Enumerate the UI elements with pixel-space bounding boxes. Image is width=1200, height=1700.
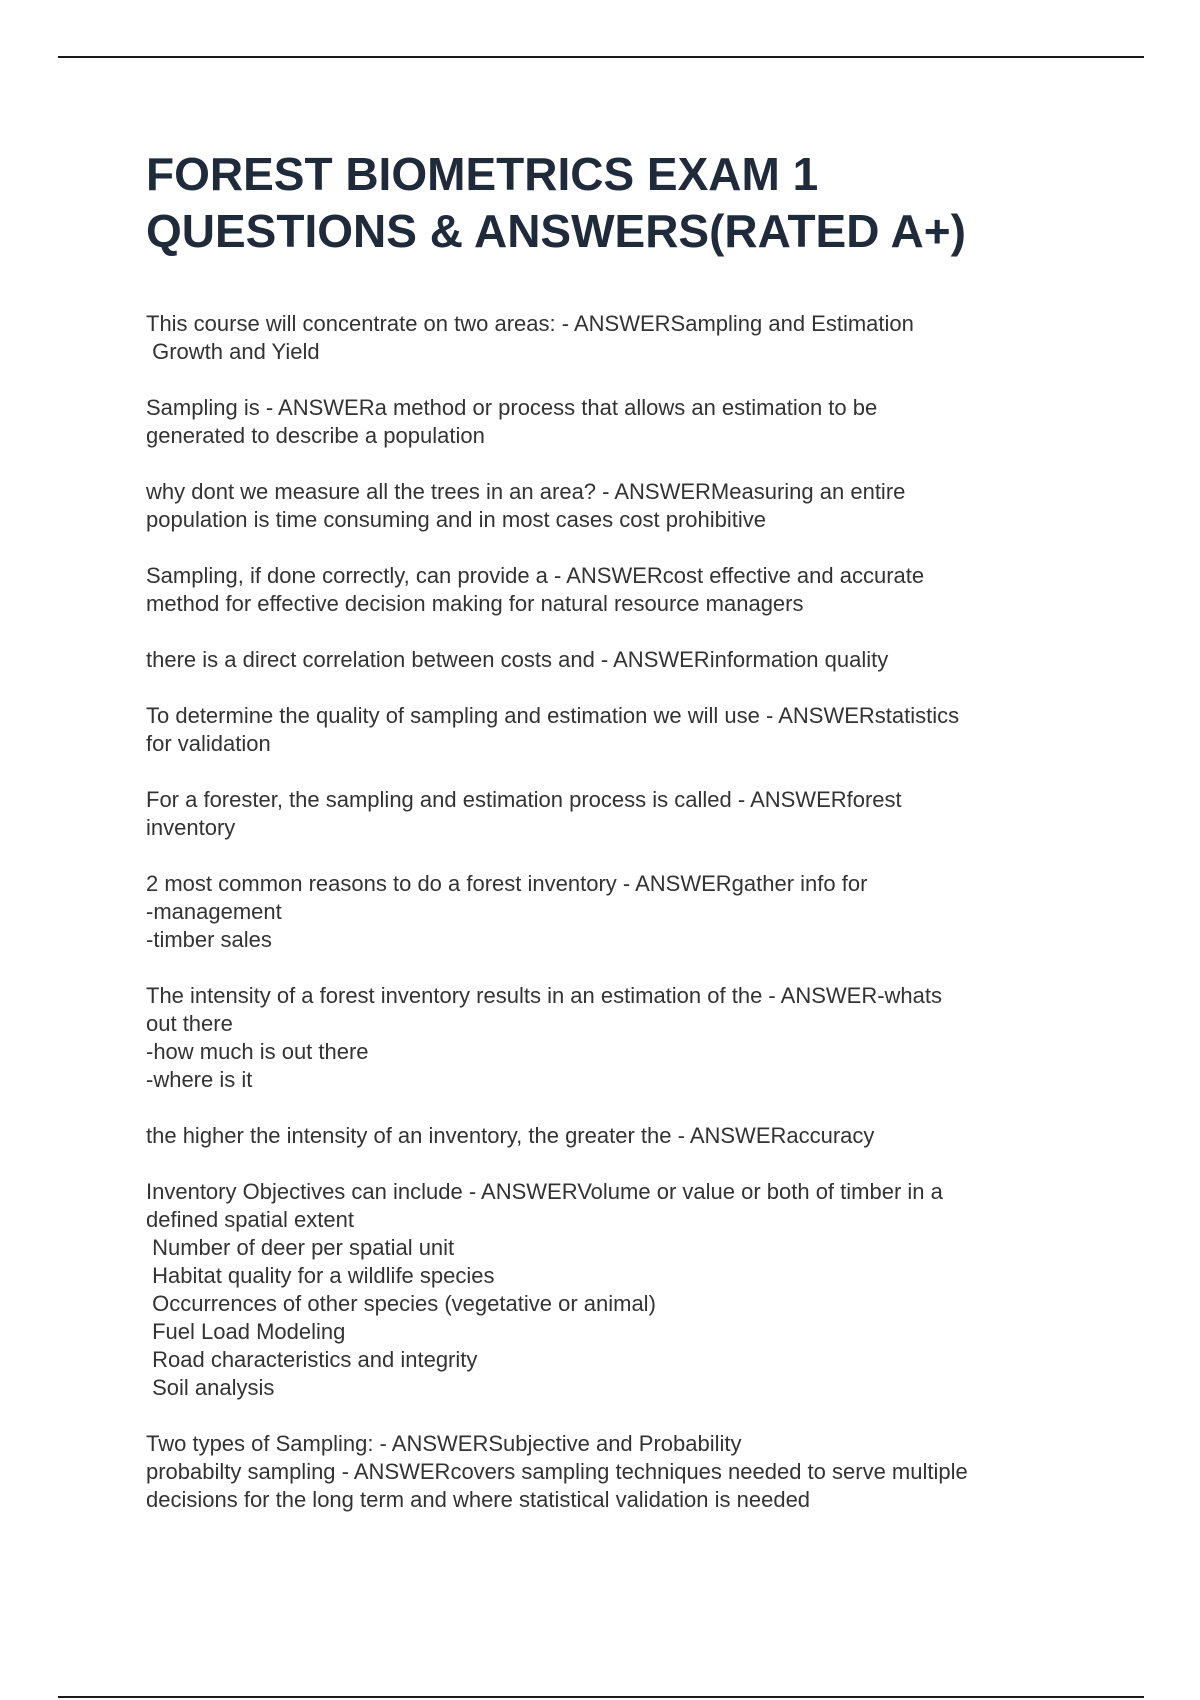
qa-line: To determine the quality of sampling and estimation we will use - ANSWERstatistics [146, 703, 960, 728]
qa-item [146, 562, 1076, 618]
qa-item [146, 646, 1076, 674]
qa-line: The intensity of a forest inventory results in an estimation of the - ANSWER-whats [146, 983, 943, 1008]
qa-line: population is time consuming and in most cases cost prohibitive [146, 507, 766, 532]
qa-line: out there [146, 1011, 233, 1036]
footer-rule [58, 1696, 1144, 1698]
qa-item [146, 702, 1076, 758]
qa-line: -management [146, 899, 282, 924]
qa-line: Occurrences of other species (vegetative or animal) [146, 1291, 656, 1316]
qa-line: Sampling is - ANSWERa method or process that allows an estimation to be [146, 395, 878, 420]
qa-item [146, 478, 1076, 534]
qa-item [146, 982, 1076, 1094]
qa-line: decisions for the long term and where statistical validation is needed [146, 1487, 811, 1512]
qa-line: -how much is out there [146, 1039, 369, 1064]
qa-item [146, 1178, 1076, 1402]
qa-item [146, 394, 1076, 450]
qa-line: Fuel Load Modeling [146, 1319, 346, 1344]
title-line: QUESTIONS & ANSWERS(RATED A+) [146, 205, 966, 257]
qa-line: defined spatial extent [146, 1207, 354, 1232]
qa-line: there is a direct correlation between costs and - ANSWERinformation quality [146, 647, 889, 672]
qa-line: Soil analysis [146, 1375, 275, 1400]
qa-line: Inventory Objectives can include - ANSWERVolume or value or both of timber in a [146, 1179, 943, 1204]
qa-line: Sampling, if done correctly, can provide a - ANSWERcost effective and accurate [146, 563, 925, 588]
qa-line: For a forester, the sampling and estimation process is called - ANSWERforest [146, 787, 902, 812]
qa-line: for validation [146, 731, 271, 756]
qa-line: why dont we measure all the trees in an area? - ANSWERMeasuring an entire [146, 479, 906, 504]
qa-line: Road characteristics and integrity [146, 1347, 478, 1372]
qa-line: Number of deer per spatial unit [146, 1235, 455, 1260]
title-line: FOREST BIOMETRICS EXAM 1 [146, 148, 819, 200]
qa-line: inventory [146, 815, 236, 840]
qa-line: Two types of Sampling: - ANSWERSubjective and Probability [146, 1431, 742, 1456]
qa-item [146, 786, 1076, 842]
qa-line: This course will concentrate on two areas: - ANSWERSampling and Estimation [146, 311, 914, 336]
qa-line: the higher the intensity of an inventory, the greater the - ANSWERaccuracy [146, 1123, 875, 1148]
qa-line: Habitat quality for a wildlife species [146, 1263, 495, 1288]
header-rule [58, 56, 1144, 58]
qa-item [146, 1122, 1076, 1150]
qa-line: generated to describe a population [146, 423, 485, 448]
qa-line: probabilty sampling - ANSWERcovers sampling techniques needed to serve multiple [146, 1459, 968, 1484]
qa-line: Growth and Yield [146, 339, 320, 364]
qa-item [146, 1430, 1076, 1514]
qa-item [146, 870, 1076, 954]
qa-line: -timber sales [146, 927, 272, 952]
page-title [146, 146, 1106, 260]
qa-line: -where is it [146, 1067, 253, 1092]
qa-line: 2 most common reasons to do a forest inventory - ANSWERgather info for [146, 871, 868, 896]
qa-line: method for effective decision making for natural resource managers [146, 591, 804, 616]
qa-list [146, 310, 1076, 1542]
qa-item [146, 310, 1076, 366]
